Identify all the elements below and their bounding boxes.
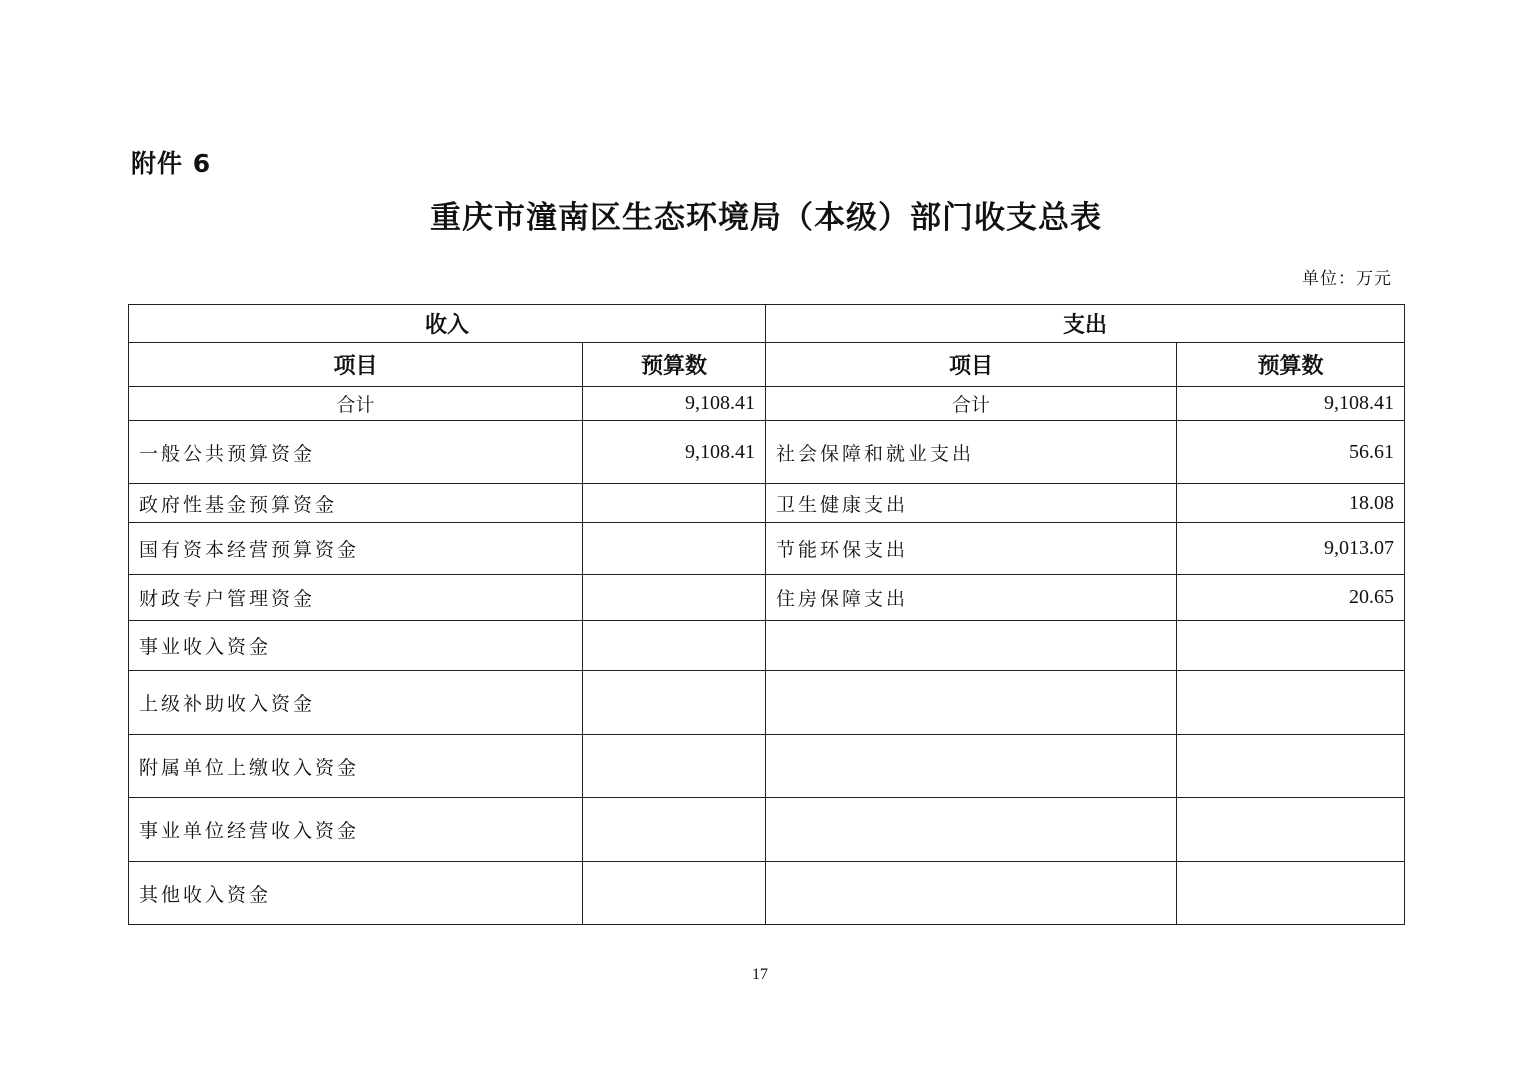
expense-item-column-header: 项目 <box>766 343 1177 387</box>
income-value: 9,108.41 <box>583 421 766 484</box>
income-item: 附属单位上缴收入资金 <box>129 735 583 798</box>
table-row <box>129 523 1405 575</box>
expense-item: 住房保障支出 <box>766 575 1177 621</box>
income-value <box>583 575 766 621</box>
income-section-header: 收入 <box>129 305 766 343</box>
attachment-label: 附件 6 <box>131 149 212 178</box>
total-row <box>129 387 1405 421</box>
page-number: 17 <box>752 966 768 983</box>
income-value <box>583 798 766 862</box>
expense-value <box>1177 671 1405 735</box>
table-row <box>129 484 1405 523</box>
expense-item: 社会保障和就业支出 <box>766 421 1177 484</box>
income-item: 事业收入资金 <box>129 621 583 671</box>
unit-label: 单位：万元 <box>1302 269 1392 289</box>
income-item: 上级补助收入资金 <box>129 671 583 735</box>
table-row <box>129 621 1405 671</box>
income-budget-column-header: 预算数 <box>583 343 766 387</box>
table-row <box>129 671 1405 735</box>
income-value <box>583 484 766 523</box>
income-value <box>583 671 766 735</box>
expense-section-header: 支出 <box>766 305 1405 343</box>
expense-value: 9,013.07 <box>1177 523 1405 575</box>
expense-total-value: 9,108.41 <box>1177 387 1405 421</box>
expense-budget-column-header: 预算数 <box>1177 343 1405 387</box>
expense-value <box>1177 798 1405 862</box>
income-item: 财政专户管理资金 <box>129 575 583 621</box>
table-row <box>129 735 1405 798</box>
income-item: 一般公共预算资金 <box>129 421 583 484</box>
table-row <box>129 575 1405 621</box>
income-value <box>583 523 766 575</box>
expense-item <box>766 862 1177 925</box>
expense-value: 20.65 <box>1177 575 1405 621</box>
income-value <box>583 862 766 925</box>
table-row <box>129 421 1405 484</box>
budget-summary-table <box>128 304 1405 925</box>
expense-item <box>766 735 1177 798</box>
expense-item: 节能环保支出 <box>766 523 1177 575</box>
income-total-value: 9,108.41 <box>583 387 766 421</box>
income-item-column-header: 项目 <box>129 343 583 387</box>
expense-item <box>766 671 1177 735</box>
expense-item <box>766 798 1177 862</box>
income-value <box>583 621 766 671</box>
expense-value <box>1177 735 1405 798</box>
income-item: 事业单位经营收入资金 <box>129 798 583 862</box>
table-row <box>129 798 1405 862</box>
income-item: 国有资本经营预算资金 <box>129 523 583 575</box>
column-header-row <box>129 343 1405 387</box>
income-value <box>583 735 766 798</box>
expense-value <box>1177 621 1405 671</box>
section-header-row <box>129 305 1405 343</box>
expense-value: 18.08 <box>1177 484 1405 523</box>
expense-value <box>1177 862 1405 925</box>
expense-total-label: 合计 <box>766 387 1177 421</box>
page-title: 重庆市潼南区生态环境局（本级）部门收支总表 <box>430 200 1102 236</box>
income-item: 其他收入资金 <box>129 862 583 925</box>
expense-value: 56.61 <box>1177 421 1405 484</box>
income-item: 政府性基金预算资金 <box>129 484 583 523</box>
expense-item: 卫生健康支出 <box>766 484 1177 523</box>
table-row <box>129 862 1405 925</box>
income-total-label: 合计 <box>129 387 583 421</box>
expense-item <box>766 621 1177 671</box>
